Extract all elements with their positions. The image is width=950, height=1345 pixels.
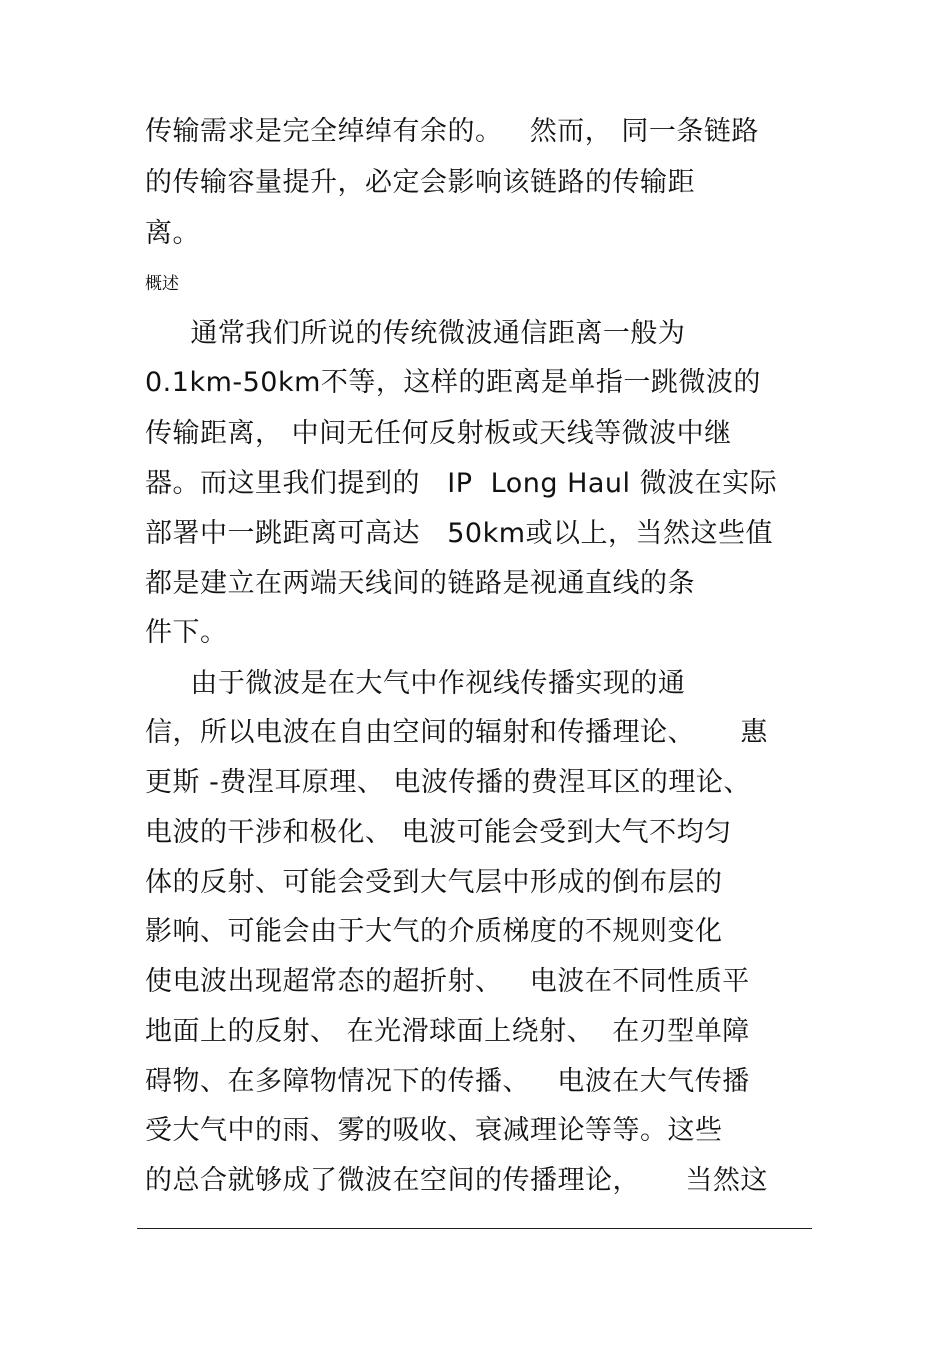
text-line: 通常我们所说的传统微波通信距离一般为 [145, 318, 686, 349]
section-heading: 概述 [145, 274, 179, 294]
text-line: 器。而这里我们提到的 IP Long Haul 微波在实际 [145, 468, 778, 499]
text-line: 使电波出现超常态的超折射、 电波在不同性质平 [145, 966, 750, 997]
text-line: 件下。 [145, 617, 228, 648]
text-line: 由于微波是在大气中作视线传播实现的通 [145, 668, 686, 699]
text-line: 电波的干涉和极化、 电波可能会受到大气不均匀 [145, 817, 732, 848]
text-line: 影响、可能会由于大气的介质梯度的不规则变化 [145, 916, 723, 947]
footer-divider [137, 1228, 812, 1229]
text-line: 部署中一跳距离可高达 50km或以上，当然这些值 [145, 518, 774, 549]
text-line: 0.1km-50km不等，这样的距离是单指一跳微波的 [145, 367, 761, 398]
text-line: 传输距离， 中间无任何反射板或天线等微波中继 [145, 418, 732, 449]
text-line: 离。 [145, 218, 200, 249]
text-line: 的传输容量提升，必定会影响该链路的传输距 [145, 167, 695, 198]
text-line: 都是建立在两端天线间的链路是视通直线的条 [145, 568, 695, 599]
text-line: 传输需求是完全绰绰有余的。 然而， 同一条链路 [145, 116, 759, 147]
text-line: 体的反射、可能会受到大气层中形成的倒布层的 [145, 867, 723, 898]
text-line: 受大气中的雨、雾的吸收、衰减理论等等。这些 [145, 1115, 723, 1146]
text-line: 碍物、在多障物情况下的传播、 电波在大气传播 [145, 1066, 750, 1097]
text-line: 的总合就够成了微波在空间的传播理论， 当然这 [145, 1165, 768, 1196]
text-line: 地面上的反射、 在光滑球面上绕射、 在刃型单障 [145, 1016, 750, 1047]
text-line: 更斯 -费涅耳原理、 电波传播的费涅耳区的理论、 [145, 767, 751, 798]
text-line: 信，所以电波在自由空间的辐射和传播理论、 惠 [145, 717, 768, 748]
